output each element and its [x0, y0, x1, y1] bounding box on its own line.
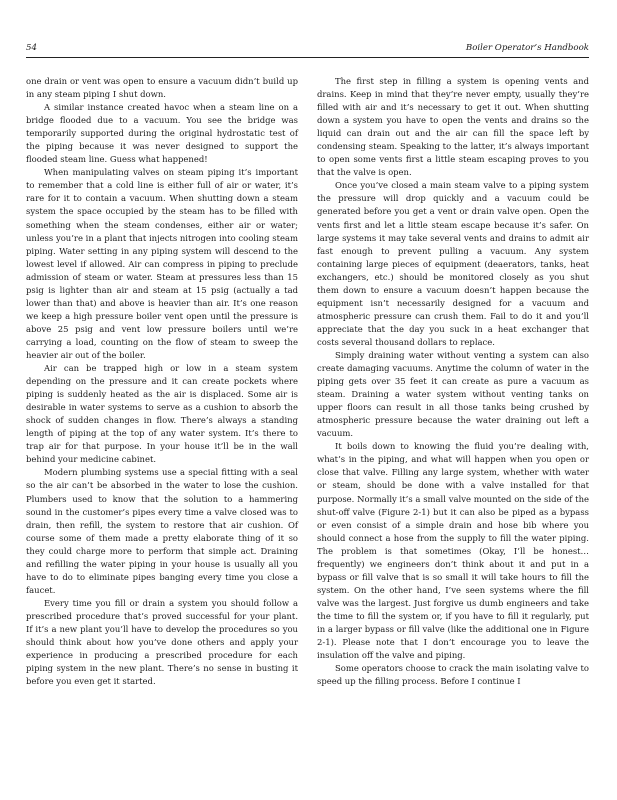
paragraph: It boils down to knowing the fluid you’re dealing with, what’s in the piping, and what will happen when you open or close that valve. Filling any large system, whether with water or steam, should be done with a valve installed for that purpose. Normally it’s a small valve mounted on the side of the shut-off valve (Figure 2-1) but it can also be piped as a bypass or even consist of a simple drain and hose bib where you should connect a hose from the supply to fill the water piping. The problem is that sometimes (Okay, I’ll be honest… frequently) we engineers don’t think about it and put in a bypass or fill valve that is so small it will take hours to fill the system. On the other hand, I’ve seen systems where the fill valve was the largest. Just forgive us dumb engineers and take the time to fill the system or, if you have to fill it regularly, put in a larger bypass or fill valve (like the additional one in Figure 2-1). Please note that I don’t encourage you to leave the insulation off the valve and piping. — [317, 441, 589, 661]
paragraph: Once you’ve closed a main steam valve to a piping system the pressure will drop quickly and a vacuum could be generated before you get a vent or drain valve open. Open the vents first and let a little steam escape because it’s safer. On large systems it may take several vents and drains to admit air fast enough to prevent pulling a vacuum. Any system containing large pieces of equipment (deaerators, tanks, heat exchangers, etc.) should be monitored closely as you shut them down to ensure a vacuum doesn’t happen because the equipment isn’t necessarily designed for a vacuum and atmospheric pressure can crush them. Fail to do it and you’ll appreciate that the day you suck in a heat exchanger that costs several thousand dollars to replace. — [317, 180, 589, 347]
page-number: 54 — [26, 43, 37, 53]
paragraph: Modern plumbing systems use a special fitting with a seal so the air can’t be absorbed in the water to lose the cushion. Plumbers used to know that the solution to a hammering sound in the customer’s pipes every time a valve closed was to drain, then refill, the system to restore that air cushion. Of course some of them made a pretty elaborate thing of it so they could charge more to perform that simple act. Draining and refilling the water piping in your house is usually all you have to do to eliminate pipes banging every time you close a faucet. — [26, 467, 298, 595]
left-column — [26, 75, 298, 688]
paragraph: Simply draining water without venting a system can also create damaging vacuums. Anytime the column of water in the piping gets over 35 feet it can create as pure a vacuum as steam. Draining a water system without venting tanks on upper floors can result in all those tanks being crushed by atmospheric pressure because the water draining out left a vacuum. — [317, 349, 589, 439]
book-title: Boiler Operator’s Handbook — [465, 43, 589, 53]
paragraph: When manipulating valves on steam piping it’s important to remember that a cold line is either full of air or water, it’s rare for it to contain a vacuum. When shutting down a steam system the space occupied by the steam has to be filled with something when the steam condenses, either air or water; unless you’re in a plant that injects nitrogen into cooling steam piping. Water setting in any piping system will descend to the lowest level if allowed. Air can compress in piping to preclude admission of steam or water. Steam at pressures less than 15 psig is lighter than air and steam at 15 psig (actually a tad lower than that) and above is heavier than air. It’s one reason we keep a high pressure boiler vent open until the pressure is above 25 psig and vent low pressure boilers until we’re carrying a load, counting on the flow of steam to sweep the heavier air out of the boiler. — [26, 167, 298, 360]
paragraph: one drain or vent was open to ensure a vacuum didn’t build up in any steam piping I shut down. — [26, 76, 298, 100]
right-column — [317, 75, 589, 688]
running-header — [26, 43, 589, 58]
paragraph: Every time you fill or drain a system you should follow a prescribed procedure that’s proved successful for your plant. If it’s a new plant you’ll have to develop the procedures so you should think about how you’ve done others and apply your experience in producing a prescribed procedure for each piping system in the new plant. There’s no sense in busting it before you even get it started. — [26, 597, 298, 687]
paragraph: The first step in filling a system is opening vents and drains. Keep in mind that they’re never empty, usually they’re filled with air and it’s necessary to get it out. When shutting down a system you have to open the vents and drains so the liquid can drain out and the air can fill the space left by condensing steam. Speaking to the latter, it’s always important to open some vents first a little steam escaping proves to you that the valve is open. — [317, 76, 589, 178]
paragraph: A similar instance created havoc when a steam line on a bridge flooded due to a vacuum. You see the bridge was temporarily supported during the original hydrostatic test of the piping because it was never designed to support the flooded steam line. Guess what happened! — [26, 102, 298, 165]
paragraph: Some operators choose to crack the main isolating valve to speed up the filling process. Before I continue I — [317, 663, 589, 687]
paragraph: Air can be trapped high or low in a steam system depending on the pressure and it can create pockets where piping is suddenly heated as the air is displaced. Some air is desirable in water systems to serve as a cushion to absorb the shock of sudden changes in flow. There’s always a standing length of piping at the top of any water system. It’s there to trap air for that purpose. In your house it’ll be in the wall behind your medicine cabinet. — [26, 363, 298, 465]
